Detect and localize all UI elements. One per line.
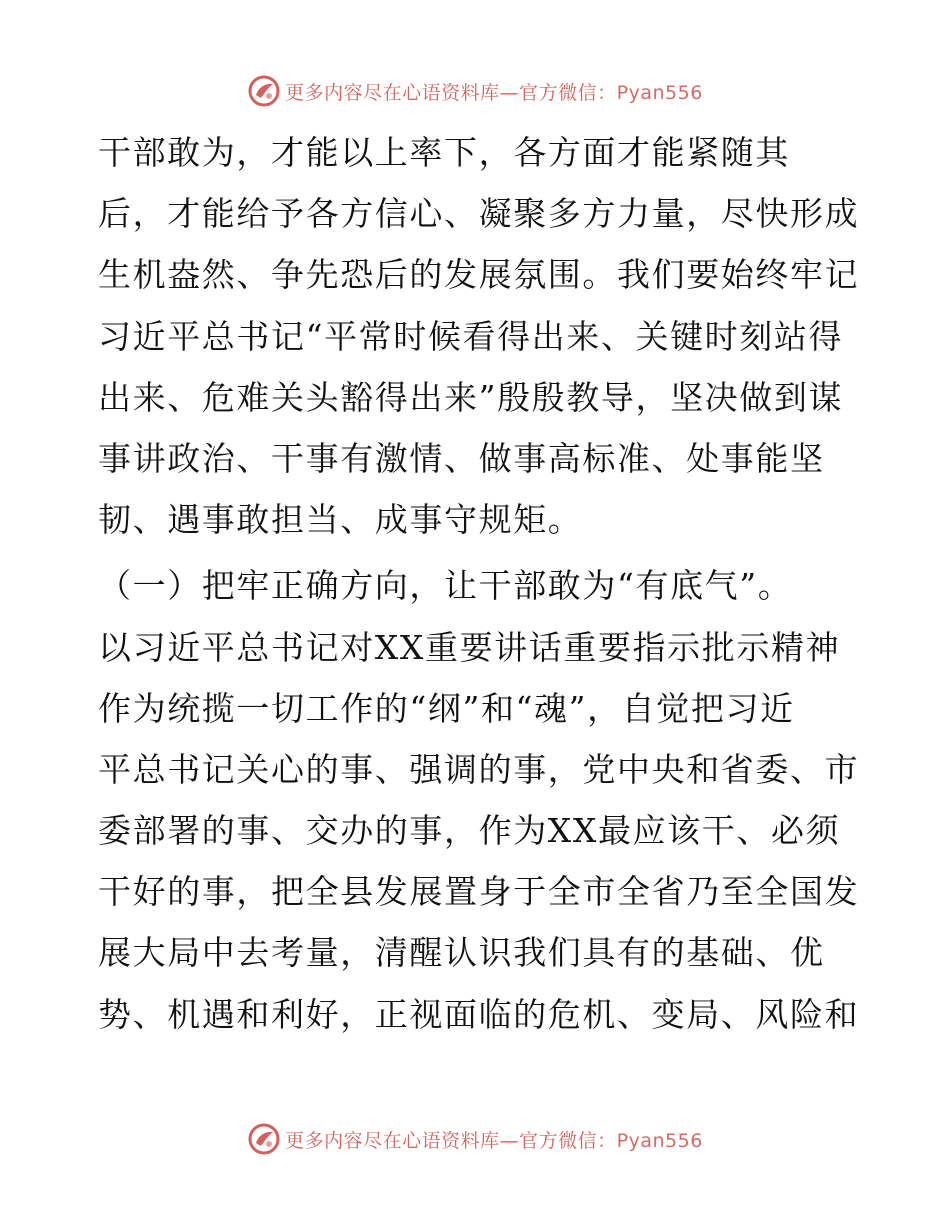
red-ring-logo-icon — [247, 1122, 281, 1156]
document-body — [98, 122, 858, 1045]
body-line: 作为统揽一切工作的“纲”和“魂”，自觉把习近 — [98, 688, 795, 728]
body-line: 以习近平总书记对XX重要讲话重要指示批示精神 — [98, 627, 841, 667]
header-watermark-banner — [0, 71, 950, 111]
red-ring-logo-icon — [247, 74, 281, 108]
header-banner-handle: Pyan556 — [616, 81, 703, 104]
body-line: 平总书记关心的事、强调的事，党中央和省委、市 — [98, 749, 860, 789]
body-line: 韧、遇事敢担当、成事守规矩。 — [98, 500, 583, 540]
section-heading: （一）把牢正确方向，让干部敢为“有底气”。 — [98, 566, 793, 606]
body-line: 事讲政治、干事有激情、做事高标准、处事能坚 — [98, 438, 825, 478]
footer-watermark-banner — [0, 1119, 950, 1159]
body-line: 委部署的事、交办的事，作为XX最应该干、必须 — [98, 811, 841, 851]
body-line: 后，才能给予各方信心、凝聚多方力量，尽快形成 — [98, 194, 860, 234]
header-banner-text: 更多内容尽在心语资料库—官方微信：Pyan556 — [285, 81, 703, 104]
footer-banner-text: 更多内容尽在心语资料库—官方微信：Pyan556 — [285, 1129, 703, 1152]
body-line: 习近平总书记“平常时候看得出来、关键时刻站得 — [98, 316, 844, 356]
body-line: 生机盎然、争先恐后的发展氛围。我们要始终牢记 — [98, 255, 860, 295]
body-line: 出来、危难关头豁得出来”殷殷教导，坚决做到谋 — [98, 377, 844, 417]
body-line: 干好的事，把全县发展置身于全市全省乃至全国发 — [98, 872, 860, 912]
body-line: 干部敢为，才能以上率下，各方面才能紧随其 — [98, 133, 790, 172]
body-line: 展大局中去考量，清醒认识我们具有的基础、优 — [98, 933, 825, 973]
body-line: 势、机遇和利好，正视面临的危机、变局、风险和 — [98, 994, 860, 1034]
footer-banner-handle: Pyan556 — [616, 1129, 703, 1152]
